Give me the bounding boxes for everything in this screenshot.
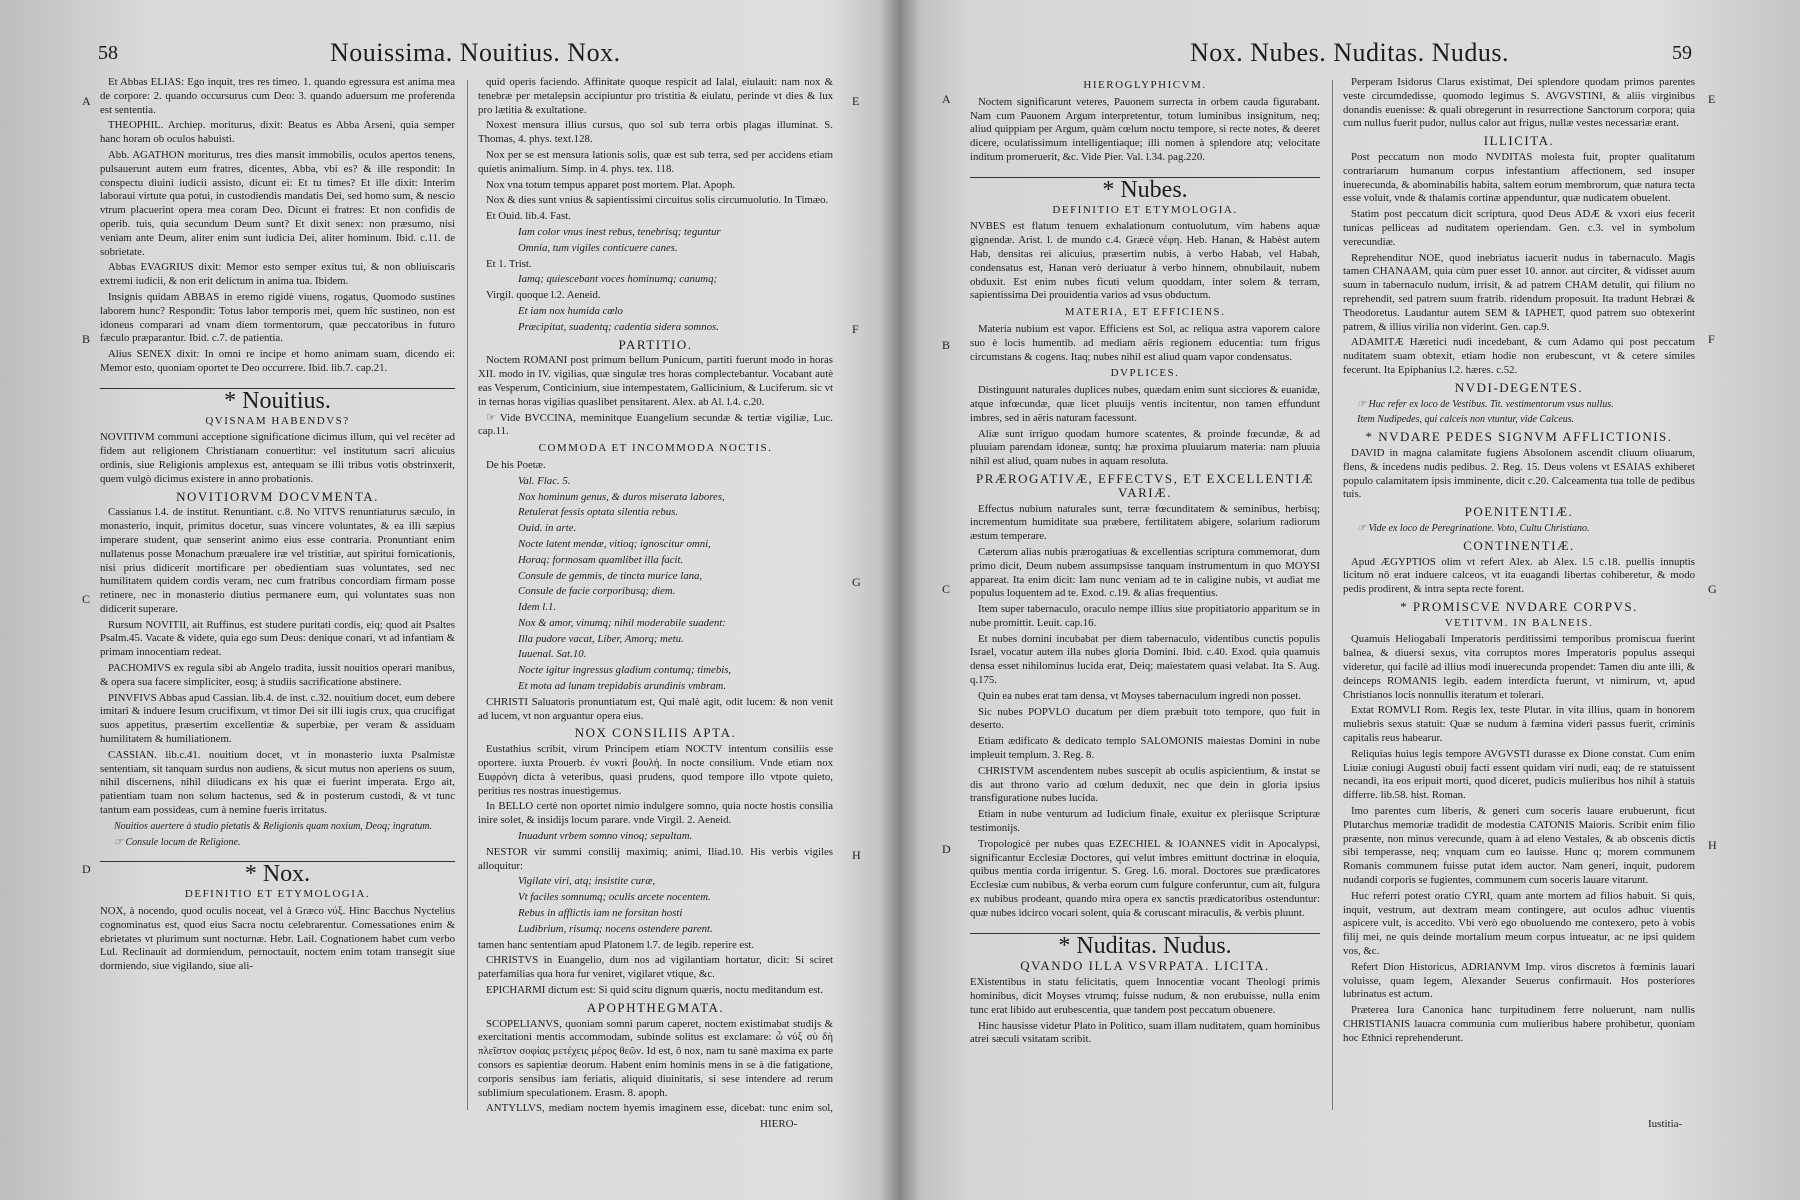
paragraph: ADAMITÆ Hæretici nudi incedebant, & cum Adamo qui post peccatum nuditatem suam obtexit, etiam hodie non erubescunt, vt & cetere similes fecerunt. Ita Epiphanius l.2. hæres. c.52.	[1343, 336, 1695, 376]
pointing-hand-icon: ☞	[486, 411, 500, 424]
verse-line: Val. Flac. 5.	[518, 474, 571, 487]
section-heading-nuditas: * Nuditas. Nudus.	[970, 933, 1320, 954]
right-page-column-1	[970, 76, 1320, 1116]
paragraph: Sic nubes POPVLO ducatum per diem præbuit toto tempore, quo fuit in deserto.	[970, 705, 1320, 732]
subheading: ILLICITA.	[1483, 133, 1555, 149]
cross-reference-note: ☞ Huc refer ex loco de Vestibus. Tit. vestimentorum vsus nullus.	[1357, 398, 1614, 410]
paragraph: In BELLO certè non oportet nimio indulgere somno, quia nocte hostis consilia inire solet, & insidijs locum parare. vnde Virgil. 2. Aeneid.	[478, 800, 833, 827]
verse-line: Nox & amor, vinumq; nihil moderabile suadent:	[518, 616, 726, 629]
section-heading-nox: * Nox.	[100, 861, 455, 882]
verse-line: Rebus in afflictis iam ne forsitan hosti	[518, 907, 683, 920]
right-page-number: 59	[1672, 42, 1692, 64]
paragraph: Cassianus l.4. de institut. Renuntiant. c.8. No VITVS renuntiaturus sæculo, in monasterio, inquit, primitus docetur, suas vincere voluntates, & ea illi sæpius imperare student, quæ senserint animo eius esse contraria. Pronuntiant enim nullatenus posse Monachum præualere iræ vel tristitiæ, aut spiritui fornicationis, nisi prius didicerit mortificare per obedientiam suas voluntates, sed nec humilitatem quidem cordis veram, nec cum fratribus concordiam firmam posse retinere, nec in monasterio diutius permanere eum, qui voluntates suas non didicerit superare.	[100, 506, 455, 615]
subheading: * NVDARE PEDES SIGNVM AFFLICTIONIS.	[1365, 429, 1673, 445]
right-page-column-2	[1343, 76, 1695, 1116]
section-heading-nouitius: * Nouitius.	[100, 388, 455, 409]
paragraph: PINVFIVS Abbas apud Cassian. lib.4. de inst. c.32. nouitium docet, eum debere imitari & induere Iesum crucifixum, vt timor Dei sit illi iugis crux, qua crucifigat suos appetitus, præsertim excellentiæ & superbiæ, per veram & assiduam humilitatem & humiliationem.	[100, 691, 455, 746]
paragraph: Et Abbas ELIAS: Ego inquit, tres res timeo. 1. quando egressura est anima mea de corpore: 2. quando occursurus cum Deo: 3. quando aduersum me proferenda est sententia.	[100, 76, 455, 116]
paragraph: Reliquias huius legis tempore AVGVSTI durasse ex Dione constat. Cum enim Liuiæ coniugi Augusti obuij facti essent quidam viri nudi, eaq; de re statuissent necandi, ita eos eripuit morti, quod diceret, pudicis mulieribus hos nihil à statuis differre. lib.58. hist. Roman.	[1343, 747, 1695, 802]
paragraph: Refert Dion Historicus, ADRIANVM Imp. viros discretos à fœminis lauari voluisse, quam legem, Alexander Seuerus confirmauit. Hos posteriores lubrinatus est actum.	[1343, 960, 1695, 1001]
margin-letter-h: H	[1708, 838, 1717, 852]
subheading: QVANDO ILLA VSVRPATA. LICITA.	[1020, 958, 1270, 974]
subheading: NOX CONSILIIS APTA.	[574, 725, 737, 741]
left-page-number: 58	[98, 42, 118, 64]
subheading: QVISNAM HABENDVS?	[205, 414, 350, 427]
paragraph: EPICHARMI dictum est: Si quid scitu dignum quæris, noctu meditandum est.	[486, 984, 824, 997]
paragraph: CHRISTVS in Euangelio, dum nos ad vigilantiam hortatur, dicit: Si sciret paterfamilias qua hora fur veniret, vigilaret vtique, &c.	[478, 954, 833, 981]
paragraph: De his Poetæ.	[486, 458, 546, 471]
cross-reference-note: ☞ Vide ex loco de Peregrinatione. Voto, Cultu Christiano.	[1357, 522, 1590, 534]
paragraph: tamen hanc sententiam apud Platonem l.7. de legib. reperire est.	[478, 938, 755, 951]
paragraph: Præterea Iura Canonica hanc turpitudinem ferre noluerunt, nam nullis CHRISTIANIS lauacra communia cum mulieribus habere prohibetur, quoniam hoc Ethnici reprehenderunt.	[1343, 1004, 1695, 1044]
paragraph: NOVITIVM communi acceptione significatione dicimus illum, qui vel recèter ad fidem aut religionem Christianam conuertitur: vel institutum sacri alicuius ordinis, siue Religionis amplexus est, antequam se illi tribus votis obstrinxerit, quem vulgò dicimus existere in anno probationis.	[100, 431, 455, 485]
paragraph: Nox & dies sunt vnius & sapientissimi circuitus solis circumuolutio. In Timæo.	[486, 194, 829, 207]
paragraph: quid operis faciendo. Affinitate quoque respicit ad Ialal, eiulauit: nam nox & tenebræ per metalepsin accipiuntur pro tristitia & eiulatu, perinde vt dies & lux pro lætitia & exultatione.	[478, 76, 833, 116]
verse-line: Iuuenal. Sat.10.	[518, 648, 587, 661]
subheading: APOPHTHEGMATA.	[586, 999, 725, 1015]
paragraph: Materia nubium est vapor. Efficiens est Sol, ac reliqua astra vaporem calore suo è locis humentib. ad mediam aëris regionem educentia: tum frigus circumstans & cogens. Itaq; nubes nihil est aliud quam vapor condensatus.	[970, 322, 1320, 363]
verse-line: Nox hominum genus, & duros miserata labores,	[518, 490, 725, 503]
catchword: HIERO-	[760, 1118, 798, 1130]
catchword: Iustitia-	[1648, 1118, 1683, 1130]
margin-letter-h: H	[852, 848, 861, 862]
cross-reference-note: ☞ Consule locum de Religione.	[114, 836, 241, 848]
paragraph: NVBES est flatum tenuem exhalationum contuolutum, vim habens aquæ gignendæ. Arist. l. de mundo c.4. Græcè νέφη. Heb. Hanan, & Habèst autem Hab, densitas rei alicuius, præsertim nubis, à verbo Habab, vel Habah, condensatus est, Hanan verò deriuatur à verbo hinnem, obnubilauit, nubem obduxit. Est enim nubes ficuti velum quoddam, inter solem & terram, sapientissima Dei prouidentia varios ad vsus obductum.	[970, 220, 1320, 302]
paragraph: Tropologicè per nubes quas EZECHIEL & IOANNES vidit in Apocalypsi, significantur Ecclesiæ Doctores, qui velut imbres emittunt doctrinæ in eloquia, quibus mentia corda irrigentur. S. Greg. l.6. moral. Doctores sue prædicatores Ecclesiæ cum nubibus, & verba eorum cum fulgure conferuntur, cum ait, fulgura ex nubibus prodeant, quando mira opera ex sanctis prædicatoribus ostenduntur: quæ nubes idcirco vocari solent, quia & coruscant miraculis, & verbis pluunt.	[970, 837, 1320, 919]
verse-line: Vt faciles somnumq; oculis arcete nocentem.	[518, 891, 711, 904]
paragraph: DAVID in magna calamitate fugiens Absolonem ascendit cliuum oliuarum, flens, & incedens nudis pedibus. 2. Reg. 15. Deus volens vt ESAIAS exhiberet populo calamitatem ipsis imminente, dicit c.20. Calceamenta tua tolle de pedibus tuis.	[1343, 446, 1695, 501]
paragraph: Et 1. Trist.	[486, 257, 532, 270]
margin-letter-c: C	[942, 582, 951, 596]
paragraph: Virgil. quoque l.2. Aeneid.	[486, 289, 601, 302]
margin-letter-b: B	[82, 332, 91, 346]
pointing-hand-icon: ☞	[1357, 522, 1369, 534]
paragraph: SCOPELIANVS, quoniam somni parum caperet, noctem existimabat studijs & exercitationi mentis accommodam, subinde solitus est exclamare: ὦ νύξ σὺ δὴ πλεῖστον σοφίας μετέχεις μέρος θεῶν. Id est, ô nox, nam tu sanè maxima ex parte consors es sapientiæ deorum. Habent enim hominis mens in se à die fatigatione, corporis sensibus iam feriatis, aliquid diuinitatis, si sese intendere ad rerum sublimium speculationem. Erasm. 8. apoph.	[478, 1017, 833, 1099]
margin-letter-e: E	[852, 94, 860, 108]
verse-line: Illa pudore vacat, Liber, Amorq; metu.	[518, 632, 684, 645]
paragraph: Apud ÆGYPTIOS olim vt refert Alex. ab Alex. l.5 c.18. puellis innuptis licitum nō erat induere calceos, vt ita euagandi libertas cohiberetur, & modo pedis prodirent, & intra septa recte forent.	[1343, 555, 1695, 596]
paragraph: NESTOR vir summi consilij maximiq; animi, Iliad.10. His verbis vigiles alloquitur:	[478, 845, 833, 872]
verse-line: Consule de facie corporibusq; diem.	[518, 585, 676, 598]
margin-letter-a: A	[82, 94, 91, 108]
right-page	[900, 0, 1800, 1200]
cross-reference-note: Item Nudipedes, qui calceis non vtuntur, vide Calceus.	[1357, 414, 1575, 426]
paragraph: Distinguunt naturales duplices nubes, quædam enim sunt sicciores & euanidæ, atque infœcundæ, quæ licet pluuijs ventis incitentur, non tamen effundunt imbres, sed in aëris naturam facessunt.	[970, 384, 1320, 424]
paragraph: Nox vna totum tempus apparet post mortem. Plat. Apoph.	[486, 178, 736, 191]
paragraph: Etiam in nube venturum ad Iudicium finale, exuitur ex pleriisque Scripturæ testimonijs.	[970, 808, 1320, 835]
margin-letter-g: G	[852, 575, 861, 589]
subheading: NOVITIORVM DOCVMENTA.	[176, 488, 379, 504]
paragraph: Abb. AGATHON moriturus, tres dies mansit immobilis, oculos apertos tenens, pulsauerunt autem eum fratres, dicentes, Abba, vbi es? & ille respondit: In conspectu diuini iudicii assisto, dicunt ei: Et tu times? Et ille dixit: Interim laboraui virtute qua potui, in custodiendis mandatis Dei, sed homo sum, & nescio vtrum placuerint opera mea coram Deo. Dicunt ei fratres: Et non confidis de operib. tuis, quia secundum Deum sunt? Et dixit senex: non præsumo, nisi veniam ante Deum, aliter enim sunt iudicia Dei, aliter hominum. Ibid. c.11. de sobrietate.	[100, 148, 455, 258]
verse-line: Iam color vnus inest rebus, tenebrisq; teguntur	[518, 225, 721, 238]
paragraph: Reprehenditur NOE, quod inebriatus iacuerit nudus in tabernaculo. Magis tamen CHANAAM, quia cùm puer esset 10. annor. aut circiter, & vidisset auum suum in tabernaculo nudum, irrisit, & ad patrem CHAM detulit, qui filium no reprehendit, sed patrem suum fratrib. ridendum proposuit. Ita tradunt Hebræi & Theodoretus. Laudantur autem SEM & IAPHET, quod patrem suo obtexerint patrem, & illius virilia non viderint. Gen. cap.9.	[1343, 251, 1695, 333]
verse-line: Retulerat fessis optata silentia rebus.	[518, 506, 679, 519]
paragraph: Cæterum alias nubis prærogatiuas & excellentias scriptura commemorat, dum primo dicit, Deum nubem assumpsisse tanquam instrumentum in quo MOYSI appareat. Ita enim dicit: Iam nunc veniam ad te in caligine nubis, vt audiat me populus loquentem ad te. Exod. c.19. & alias frequentius.	[970, 545, 1320, 600]
verse-line: Vigilate viri, atq; insistite curæ,	[518, 875, 656, 888]
subheading: VETITVM. IN BALNEIS.	[1444, 616, 1594, 629]
subheading: DEFINITIO ET ETYMOLOGIA.	[184, 888, 371, 901]
paragraph: Et Ouid. lib.4. Fast.	[486, 210, 571, 223]
column-rule	[1332, 80, 1333, 1110]
subheading: DEFINITIO ET ETYMOLOGIA.	[1052, 203, 1238, 216]
verse-line: Ouid. in arte.	[518, 522, 577, 535]
subheading: PARTITIO.	[618, 336, 693, 352]
paragraph: Rursum NOVITII, ait Ruffinus, est studere puritati cordis, eiq; quod ait Psaltes Psalm.45. Vacate & videte, quia ego sum Deus: denique conari, vt ad infantiam & primam innocentiam redeat.	[100, 618, 455, 659]
margin-letter-f: F	[852, 322, 859, 336]
right-running-head: Nox. Nubes. Nuditas. Nudus.	[1190, 38, 1509, 67]
verse-line: Ludibrium, risumq; nocens ostendere parent.	[518, 922, 713, 935]
paragraph: Etiam ædificato & dedicato templo SALOMONIS maiestas Domini in nube impleuit templum. 3. Reg. 8.	[970, 735, 1320, 762]
paragraph: Insignis quidam ABBAS in eremo rigidè viuens, rogatus, Quomodo sustines laborem hunc? Respondit: Totus labor temporis mei, quem hîc sustineo, non est idoneus comparari ad vnam diem tormentorum, quæ peccatoribus in futuro fæculo præparantur. Ibid. c.7. de patientia.	[100, 290, 455, 345]
verse-line: Idem l.1.	[518, 601, 557, 614]
subheading: HIEROGLYPHICVM.	[1083, 79, 1207, 91]
verse-line: Omnia, tum vigiles conticuere canes.	[518, 241, 678, 254]
pointing-hand-icon: ☞	[114, 836, 126, 848]
paragraph: Nox per se est mensura lationis solis, quæ est sub terra, sed per accidens etiam quietis animalium. Simp. in 4. phys. tex. 118.	[478, 148, 833, 175]
paragraph: Perperam Isidorus Clarus existimat, Dei splendore quodam primos parentes veste circumdedisse, quomodo legimus S. AVGVSTINI, & aliis virginibus donandis euenisse: & quali obregerunt in resurrectione Sanctorum corpora; quia cum nullus fuerit pudor, nullus calor aut frigus, nullæ vestes necessariæ erant.	[1343, 76, 1695, 130]
verse-line: Inuadunt vrbem somno vinoq; sepultam.	[518, 830, 693, 843]
margin-letter-d: D	[942, 842, 951, 856]
subheading: POENITENTIÆ.	[1464, 504, 1574, 520]
paragraph: Statim post peccatum dicit scriptura, quod Deus ADÆ & vxori eius fecerit tunicas pelliceas ad nuditatem operiendam. Gen. c.3. vel in symbolum verecundiæ.	[1343, 208, 1695, 248]
left-running-head: Nouissima. Nouitius. Nox.	[330, 38, 621, 67]
left-page-column-2	[478, 76, 833, 1116]
paragraph: NOX, à nocendo, quod oculis noceat, vel à Græco νύξ. Hinc Bacchus Nyctelius cognominatus est, quod eius Sacra noctu celebrarentur. Comessationes enim & ebrietates vt plurimum sunt nocturnæ. Hebr. Lail. Cognationem habet cum verbo Lul. Reclinauit ad dormiendum, pernoctauit, noctem enim totam transegit siue dormiendo, siue vigilando, siue ali-	[100, 905, 455, 973]
paragraph: Abbas EVAGRIUS dixit: Memor esto semper exitus tui, & non obliuiscaris extremi iudicii, & non erit delictum in anima tua. Ibidem.	[100, 261, 455, 288]
paragraph: PACHOMIVS ex regula sibi ab Angelo tradita, iussit nouitios operari manibus, & opera sua facere simpliciter, eosq; à studiis sacrificatione abstinere.	[100, 662, 455, 688]
pointing-hand-icon: ☞	[1357, 398, 1369, 410]
paragraph: EXistentibus in statu felicitatis, quem Innocentiæ vocant Theologi primis hominibus, dicit Moyses vtrumq; fuisse nudum, & non erubuisse, nulla enim tunc erat libido aut erubescentia, quæ tandem post peccatum obuenere.	[970, 976, 1320, 1016]
subheading: PRÆROGATIVÆ, EFFECTVS, ET EXCELLENTIÆ VARIÆ.	[975, 470, 1315, 500]
paragraph: Post peccatum non modo NVDITAS molesta fuit, propter qualitatum contrariarum humanum corpus infestantium affectionem, sed insuper inuerecunda, & abominabilis habita, saltem eorum membrorum, quæ natura tecta esse voluit, vnde & thalamis cortinæ appenduntur, quæ nudicatem obuelent.	[1343, 150, 1695, 205]
paragraph: Effectus nubium naturales sunt, terræ fœcunditatem & seminibus, herbisq; incrementum humiditate sua præbere, fertilitatem abigere, solarium radiorum æstum temperare.	[970, 502, 1320, 543]
margin-letter-a: A	[942, 92, 951, 106]
left-page-column-1	[100, 76, 455, 1116]
subheading: MATERIA, ET EFFICIENS.	[1064, 306, 1226, 319]
margin-letter-c: C	[82, 592, 91, 606]
paragraph: Quin ea nubes erat tam densa, vt Moyses tabernaculum ingredi non posset.	[978, 689, 1301, 702]
paragraph: CASSIAN. lib.c.41. nouitium docet, vt in monasterio iuxta Psalmistæ sententiam, sit tanquam surdus non audiens, & sicut mutus non aperiens os suum, nihil discernens, nihil diiudicans ex his quæ ei fuerint imperata. Ergo ait, patientiam tuam non solum hactenus, sed & in posterum custodi, & vt tunc tantum eam possideas, cum à nemine fueris irritatus.	[100, 748, 455, 817]
paragraph: Alius SENEX dixit: In omni re incipe et homo animam suam, dicendo ei: Memor esto, quoniam oportet te Deo occurrere. Ibid. lib.7. cap.21.	[100, 348, 455, 374]
paragraph: ANTYLLVS, mediam noctem hyemis imaginem esse, dicebat: tunc enim sol,	[486, 1102, 833, 1115]
column-rule	[467, 80, 468, 1110]
margin-letter-d: D	[82, 862, 91, 876]
margin-letter-e: E	[1708, 92, 1716, 106]
margin-letter-b: B	[942, 338, 951, 352]
cross-reference-note: Nouitios auertere à studio pietatis & Religionis quam noxium, Deoq; ingratum.	[114, 820, 432, 832]
paragraph: Huc referri potest oratio CYRI, quam ante mortem ad filios habuit. Si quis, inquit, vestrum, aut dextram meam contingere, aut oculos adhuc viuentis aspicere vult, is accedito. Vbi verò ego obuoluendo me contexero, peto à vobis filij mei, ne quis deinde mortalium meum corpus intueatur, ac ne ipsi quidem vos, &c.	[1343, 889, 1695, 958]
paragraph: Noctem significarunt veteres, Pauonem surrecta in orbem cauda figurabant. Nam cum Pauonem Argum interpretentur, totum luminibus insignitum, neq; aliud quippiam per Argum, quàm cœlum noctu tempore, si recte notes, & deeret dicere, oculatissimum intelligentiaque; illi nomen à splendore atq; velocitate inditum promeruerit, &c. Vide Pier. Val. l.34. pag.220.	[970, 95, 1320, 163]
paragraph: Noctem ROMANI post primum bellum Punicum, partiti fuerunt modo in horas XII. modo in IV. vigilias, quæ singulæ tres horas complectebantur. Vocabant autè eas Vesperum, Conticinium, siue intempestatem, Gallicinium, & Luciferum. sic vt in ternas horas vigilias quaslibet pensitarent. Alex. ab Al. l.4. c.20.	[478, 354, 833, 408]
subheading: DVPLICES.	[1110, 367, 1180, 380]
paragraph: Item super tabernaculo, oraculo nempe illius siue propitiatorio apparitum se in nube promittit. Leuit. cap.16.	[970, 603, 1320, 629]
verse-line: Nocte igitur ingressus gladium contumq; timebis,	[518, 664, 732, 677]
paragraph: Et nubes domini incubabat per diem tabernaculo, videntibus cunctis populis Israel, vocatur autem illa nubes gloria Domini. Ibid. c.40. Exod. quia quamuis densa esset nihilominus lucida erat, Deiq; maiestatem quasi velabat. Ita S. Aug. q.175.	[970, 632, 1320, 687]
paragraph: Noxest mensura illius cursus, quo sol sub terra orbis plagas illuminat. S. Thomas, 4. phys. text.128.	[478, 119, 833, 146]
paragraph: THEOPHIL. Archiep. moriturus, dixit: Beatus es Abba Arseni, quia semper hanc horam ob oculos habuisti.	[100, 119, 455, 146]
margin-letter-f: F	[1708, 332, 1715, 346]
paragraph: Aliæ sunt irriguo quodam humore scatentes, & proinde fœcundæ, & ad pluuiam parendam idoneæ, suntq; hæ proxima pluuiarum materia: nam pluuia nihil est aliud, quam nubes in aquam resoluta.	[970, 427, 1320, 468]
subheading: * PROMISCVE NVDARE CORPVS.	[1400, 598, 1638, 614]
paragraph: Hinc hausisse videtur Plato in Politico, suam illam nuditatem, quam hominibus atrei sæculi vsitatam scribit.	[970, 1019, 1320, 1046]
paragraph: ☞ Vide BVCCINA, meminitque Euangelium secundæ & tertiæ vigiliæ, Luc. cap.11.	[478, 411, 833, 438]
subheading: COMMODA ET INCOMMODA NOCTIS.	[538, 442, 773, 455]
paragraph: CHRISTVM ascendentem nubes suscepit ab oculis aspicientium, & instat se dis aut throno vario ad cœlum deduxit, nec que dein in gloria ipsius transfiguratione nubes lucida.	[970, 764, 1320, 805]
paragraph: Quamuis Heliogabali Imperatoris perditissimi temporibus promiscua fuerint balnea, & diuersi sexus, vita corruptos mores Imperatoris populus assequi videretur, qui facilè ad illius modi inuerecunda propendet: Tamen diu ante illi, & deinceps ROMANIS legib. eadem interdicta fuerunt, vt nimirum, vt, apud Christianos locis nonnullis iteratum et tolerari.	[1343, 633, 1695, 701]
verse-line: Horaq; formosam quamlibet illa facit.	[518, 553, 684, 566]
verse-line: Præcipitat, suadentq; cadentia sidera somnos.	[518, 320, 719, 333]
verse-line: Et iam nox humida cœlo	[518, 304, 623, 317]
paragraph: Extat ROMVLI Rom. Regis lex, teste Plutar. in vita illius, quam in honorem muliebris sexus statuit: Quæ se nudum à fæmina videri passus fuerit, criminis capitalis reus habearur.	[1343, 704, 1695, 745]
verse-line: Nocte latent mendæ, vitioq; ignoscitur omni,	[518, 537, 711, 550]
verse-line: Iamq; quiescebant voces hominumq; canumq;	[518, 273, 718, 286]
section-heading-nubes: * Nubes.	[970, 177, 1320, 198]
verse-line: Consule de gemmis, de tincta murice lana,	[518, 569, 703, 582]
subheading: NVDI-DEGENTES.	[1454, 379, 1584, 395]
subheading: CONTINENTIÆ.	[1463, 537, 1575, 553]
paragraph: CHRISTI Saluatoris pronuntiatum est, Qui malè agit, odit lucem: & non venit ad lucem, vt non arguantur opera eius.	[478, 695, 833, 722]
paragraph: Imo parentes cum liberis, & generi cum soceris lauare erubuerunt, ficut Plutarchus memoriæ tradidit de modestia CATONIS Maioris. Scribit enim filio præsente, non minus verecunde, quam à ad eleno Vestales, & ab obscenis dictis sibi temperasse, neq; vnquam cum eo lauisse. Hunc q; morem communem Romanis communem fuisse putat idem auctor. Nam generi, inquit, pudorem nudandi corporis se fugientes, communem cum soceris lauare vitarunt.	[1343, 805, 1695, 887]
margin-letter-g: G	[1708, 582, 1717, 596]
paragraph: Eustathius scribit, virum Principem etiam NOCTV intentum consiliis esse oportere. iuxta Prouerb. ἐν νυκτὶ βουλή. In nocte consilium. Vnde etiam nox Euφρόνη dicta à veteribus, quasi prudens, quod tempore illo vtpote quieto, peritius res nostras inuestigemus.	[478, 743, 833, 797]
verse-line: Et mota ad lunam trepidabis arundinis vmbram.	[518, 680, 727, 693]
